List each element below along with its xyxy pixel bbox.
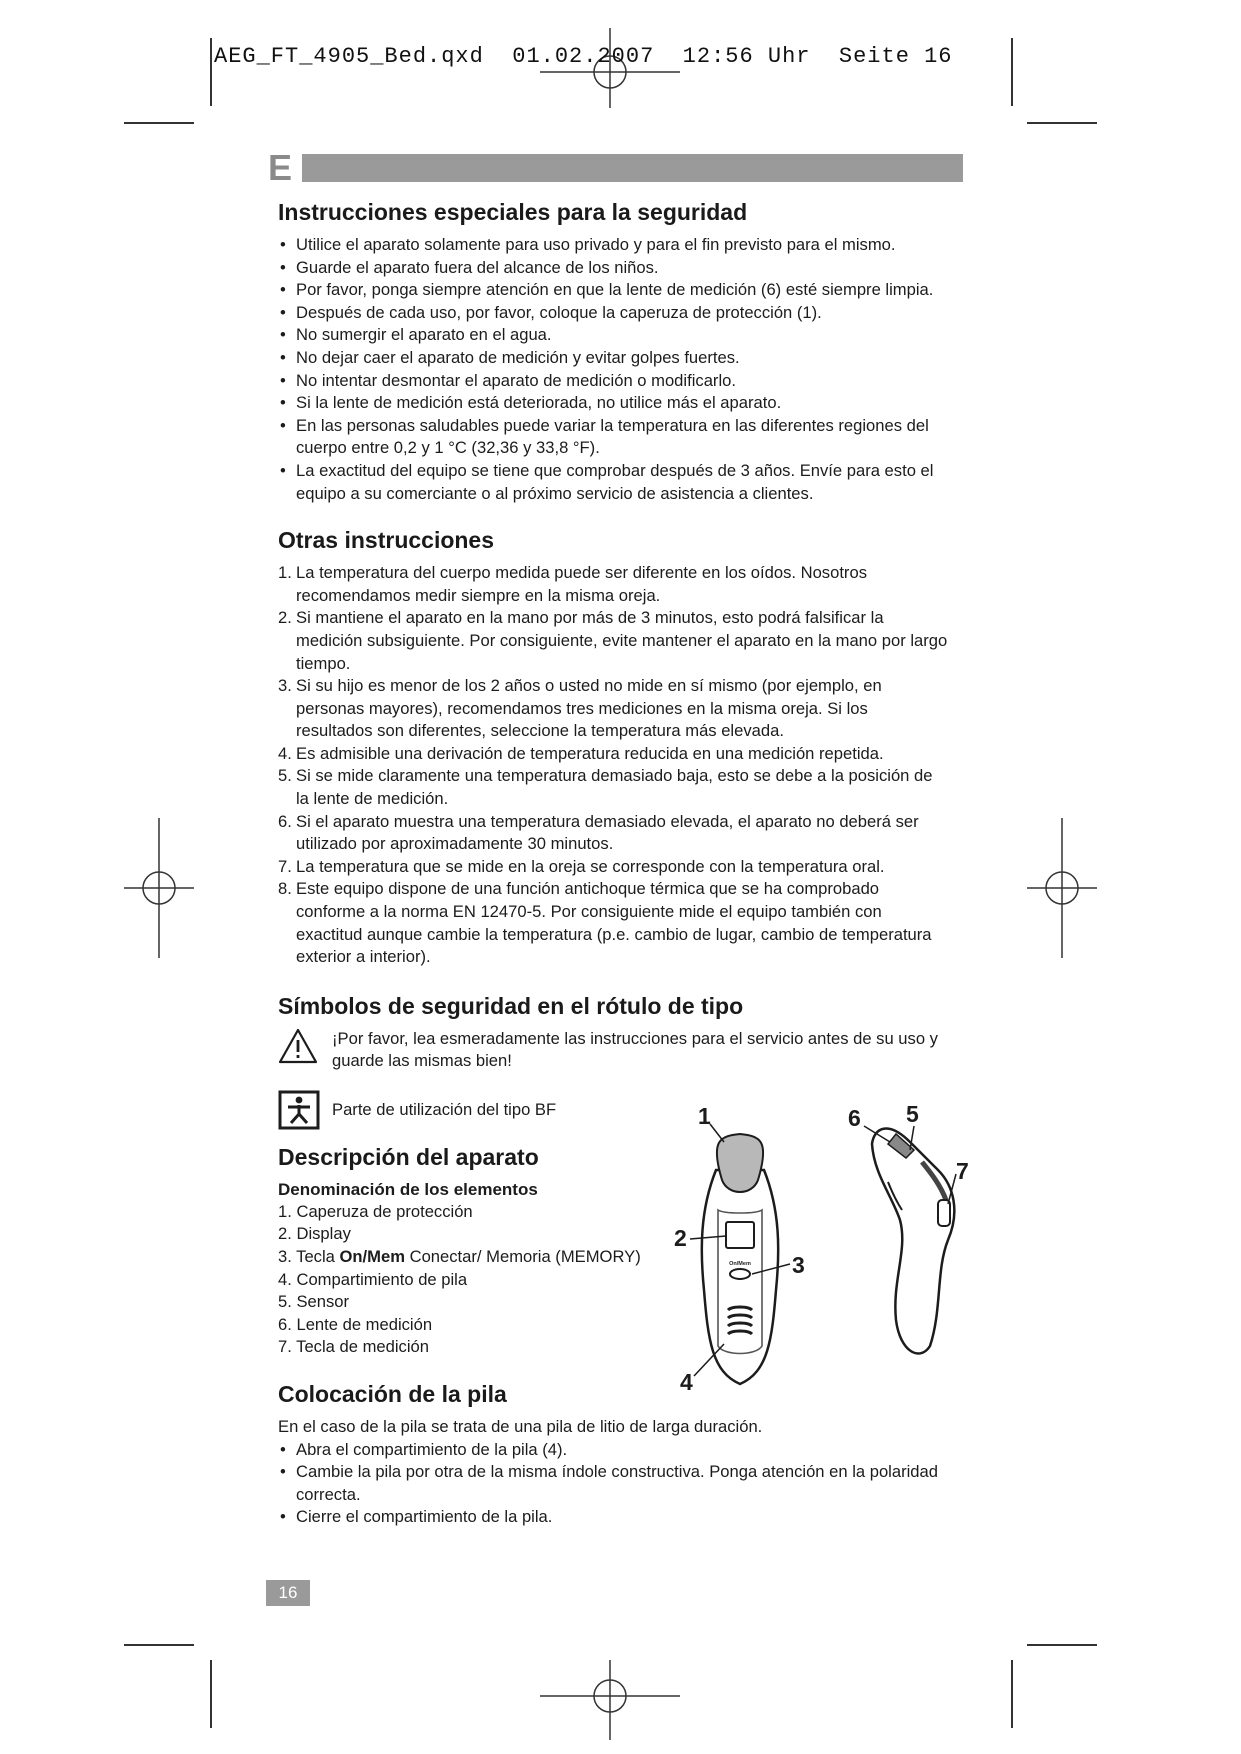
list-item: 6. Lente de medición — [278, 1314, 433, 1334]
list-item: • No intentar desmontar el aparato de medición o modificarlo. — [278, 370, 948, 393]
list-item: 8. Este equipo dispone de una función antichoque térmica que se ha comprobado conforme a la norma EN 12470-5. Por consiguiente mide el equipo también con exactitud aunque cambie la temperatura (p.e. cambio de lugar, cambio de temperatura exterior a interior). — [278, 879, 932, 967]
registration-mark — [124, 818, 194, 958]
crop-mark — [1027, 1644, 1097, 1646]
symbol-text: ¡Por favor, lea esmeradamente las instrucciones para el servicio antes de su uso y guarde las mismas bien! — [332, 1028, 938, 1071]
section-title: Símbolos de seguridad en el rótulo de tipo — [278, 992, 744, 1019]
callout-number: 4 — [680, 1369, 693, 1395]
list-item: • Guarde el aparato fuera del alcance de los niños. — [278, 257, 948, 280]
language-bar — [266, 154, 963, 182]
section-title: Otras instrucciones — [278, 527, 495, 554]
display-screen — [726, 1222, 754, 1248]
crop-mark — [124, 122, 194, 124]
list-item: 4. Es admisible una derivación de temperatura reducida en una medición repetida. — [278, 743, 884, 763]
crop-mark — [210, 38, 212, 106]
section-intro: En el caso de la pila se trata de una pila de litio de larga duración. — [278, 1416, 763, 1436]
list-item: 3. Si su hijo es menor de los 2 años o usted no mide en sí mismo (por ejemplo, en personas mayores), recomendamos tres mediciones en la misma oreja. Si los resultados son diferentes, seleccione la temperatura más elevada. — [278, 676, 882, 741]
list-item: • Cambie la pila por otra de la misma índole constructiva. Ponga atención en la polaridad correcta. — [278, 1461, 948, 1506]
list-item: 4. Compartimiento de pila — [278, 1269, 468, 1289]
crop-mark — [1011, 1660, 1013, 1728]
list-item: 1. La temperatura del cuerpo medida puede ser diferente en los oídos. Nosotros recomendamos medir siempre en la misma oreja. — [278, 563, 867, 605]
thermometer-front-view — [702, 1134, 778, 1384]
bullet-list — [278, 234, 948, 505]
list-item: 6. Si el aparato muestra una temperatura demasiado elevada, el aparato no deberá ser utilizado por aproximadamente 30 minutos. — [278, 811, 919, 854]
list-item: 5. Sensor — [278, 1292, 350, 1312]
security-section — [278, 199, 948, 505]
callout-number: 3 — [792, 1252, 805, 1278]
callout-number: 1 — [698, 1103, 711, 1129]
list-item: 2. Display — [278, 1224, 351, 1244]
callout-number: 6 — [848, 1105, 861, 1131]
list-item: • No sumergir el aparato en el agua. — [278, 324, 948, 347]
bullet-list — [278, 1439, 948, 1529]
symbol-text: Parte de utilización del tipo BF — [332, 1099, 557, 1119]
list-item: 7. Tecla de medición — [278, 1337, 429, 1357]
callout-number: 7 — [956, 1158, 969, 1184]
on-mem-button — [730, 1269, 750, 1279]
crop-mark — [124, 1644, 194, 1646]
thermometer-side-view — [872, 1129, 954, 1354]
section-title: Instrucciones especiales para la seguridad — [278, 199, 748, 225]
list-item: 7. La temperatura que se mide en la oreja se corresponde con la temperatura oral. — [278, 856, 885, 876]
symbol-row — [278, 1028, 948, 1074]
list-item: • Cierre el compartimiento de la pila. — [278, 1506, 948, 1529]
list-item: • Abra el compartimiento de la pila (4). — [278, 1439, 948, 1462]
section-title: Descripción del aparato — [278, 1143, 539, 1170]
list-item: • En las personas saludables puede variar la temperatura en las diferentes regiones del cuerpo entre 0,2 y 1 °C (32,36 y 33,8 °F). — [278, 415, 948, 460]
type-bf-body-icon — [278, 1090, 320, 1130]
callout-number: 2 — [674, 1225, 687, 1251]
list-item: 3. Tecla On/Mem Conectar/ Memoria (MEMORY) — [278, 1247, 641, 1266]
page-number: 16 — [266, 1580, 310, 1606]
section-subtitle: Denominación de los elementos — [278, 1179, 538, 1199]
registration-mark — [540, 1660, 680, 1740]
list-item: 5. Si se mide claramente una temperatura demasiado baja, esto se debe a la posición de la lente de medición. — [278, 766, 933, 809]
thermometer-illustration — [660, 1100, 980, 1405]
numbered-list — [278, 562, 948, 969]
list-item: • No dejar caer el aparato de medición y evitar golpes fuertes. — [278, 347, 948, 370]
list-item: • La exactitud del equipo se tiene que comprobar después de 3 años. Envíe para esto el equipo a su comerciante o al próximo servicio de asistencia a clientes. — [278, 460, 948, 505]
crop-mark — [210, 1660, 212, 1728]
language-tab: E — [266, 154, 302, 182]
callout-number: 5 — [906, 1101, 919, 1127]
other-instructions-section — [278, 527, 948, 969]
list-item: 1. Caperuza de protección — [278, 1201, 473, 1221]
list-item: • Utilice el aparato solamente para uso privado y para el fin previsto para el mismo. — [278, 234, 948, 257]
list-item: • Si la lente de medición está deteriorada, no utilice más el aparato. — [278, 392, 948, 415]
registration-mark — [1027, 818, 1097, 958]
crop-mark — [1011, 38, 1013, 106]
list-item: • Por favor, ponga siempre atención en que la lente de medición (6) esté siempre limpia. — [278, 279, 948, 302]
section-title: Colocación de la pila — [278, 1380, 507, 1407]
crop-mark — [1027, 122, 1097, 124]
on-mem-label: On/Mem — [729, 1261, 751, 1267]
warning-triangle-icon — [278, 1028, 318, 1064]
list-item: 2. Si mantiene el aparato en la mano por más de 3 minutos, esto podrá falsificar la medición subsiguiente. Por consiguiente, evite mantener el aparato en la mano por largo tiempo. — [278, 608, 948, 673]
list-item: • Después de cada uso, por favor, coloque la caperuza de protección (1). — [278, 302, 948, 325]
file-slug: AEG_FT_4905_Bed.qxd 01.02.2007 12:56 Uhr Seite 16 — [214, 44, 953, 69]
callout-line — [710, 1124, 724, 1142]
